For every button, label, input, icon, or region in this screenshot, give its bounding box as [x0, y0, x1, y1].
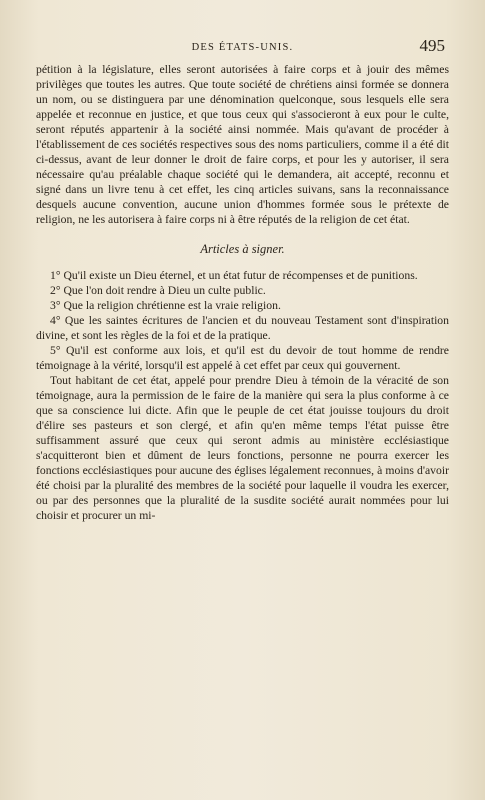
section-title: Articles à signer.	[200, 241, 285, 256]
article-2: 2° Que l'on doit rendre à Dieu un culte public.	[50, 283, 266, 297]
article-4: 4° Que les saintes écritures de l'ancien et du nouveau Testament sont d'inspiration divine, et sont les règles de la foi et de la pratique.	[36, 313, 449, 342]
running-head: DES ÉTATS-UNIS.	[191, 42, 294, 53]
article-1: 1° Qu'il existe un Dieu éternel, et un état futur de récompenses et de punitions.	[50, 268, 418, 282]
article-5: 5° Qu'il est conforme aux lois, et qu'il est du devoir de tout homme de rendre témoignage à la vérité, lorsqu'il est appelé à cet effet par ceux qui gouvernent.	[36, 343, 449, 372]
page-number: 495	[419, 36, 445, 55]
page-body	[36, 62, 449, 523]
article-3: 3° Que la religion chrétienne est la vraie religion.	[50, 298, 281, 312]
page-header	[36, 38, 449, 58]
paragraph-continuation: pétition à la législature, elles seront autorisées à faire corps et à jouir des mêmes privilèges que toutes les autres. Que toute société de chrétiens ainsi formée se donnera un nom, ou se distinguera par une dénomination quelconque, sous lesquels elle sera appelée et reconnue en justice, et que tous ceux qui s'associeront à eux pour le culte, seront réputés appartenir à la société ainsi nommée. Mais qu'avant de procéder à l'établissement de ces sociétés respectives sous des noms particuliers, comme il a été dit ci-dessus, avant de leur donner le droit de faire corps, et pour les y autoriser, il sera nécessaire qu'au préalable chaque société qui le demandera, ait accepté, reconnu et signé dans un livre tenu à cet effet, les cinq articles suivans, sans la reconnaissance desquels aucune convention, aucune union d'hommes formée sous le prétexte de religion, ne les autorisera à faire corps ni à être réputés de la religion de cet état.	[36, 63, 449, 227]
paragraph-oath: Tout habitant de cet état, appelé pour prendre Dieu à témoin de la véracité de son témoignage, aura la permission de le faire de la manière qui sera la plus conforme à ce que sa conscience lui dicte. Afin que le peuple de cet état jouisse toujours du droit d'élire ses pasteurs et son clergé, et afin qu'en même temps l'état puisse être suffisamment assuré que ceux qui seront admis au ministère ecclésiastique s'acquitteront bien et dûment de leurs fonctions, personne ne pourra exercer les fonctions ecclésiastiques pour aucune des églises légalement reconnues, à moins d'avoir été choisi par la pluralité des membres de la société pour laquelle il voudra les exercer, ou par des personnes que la pluralité de la susdite société aurait nommées pour lui choisir et procurer un mi-	[36, 373, 449, 523]
